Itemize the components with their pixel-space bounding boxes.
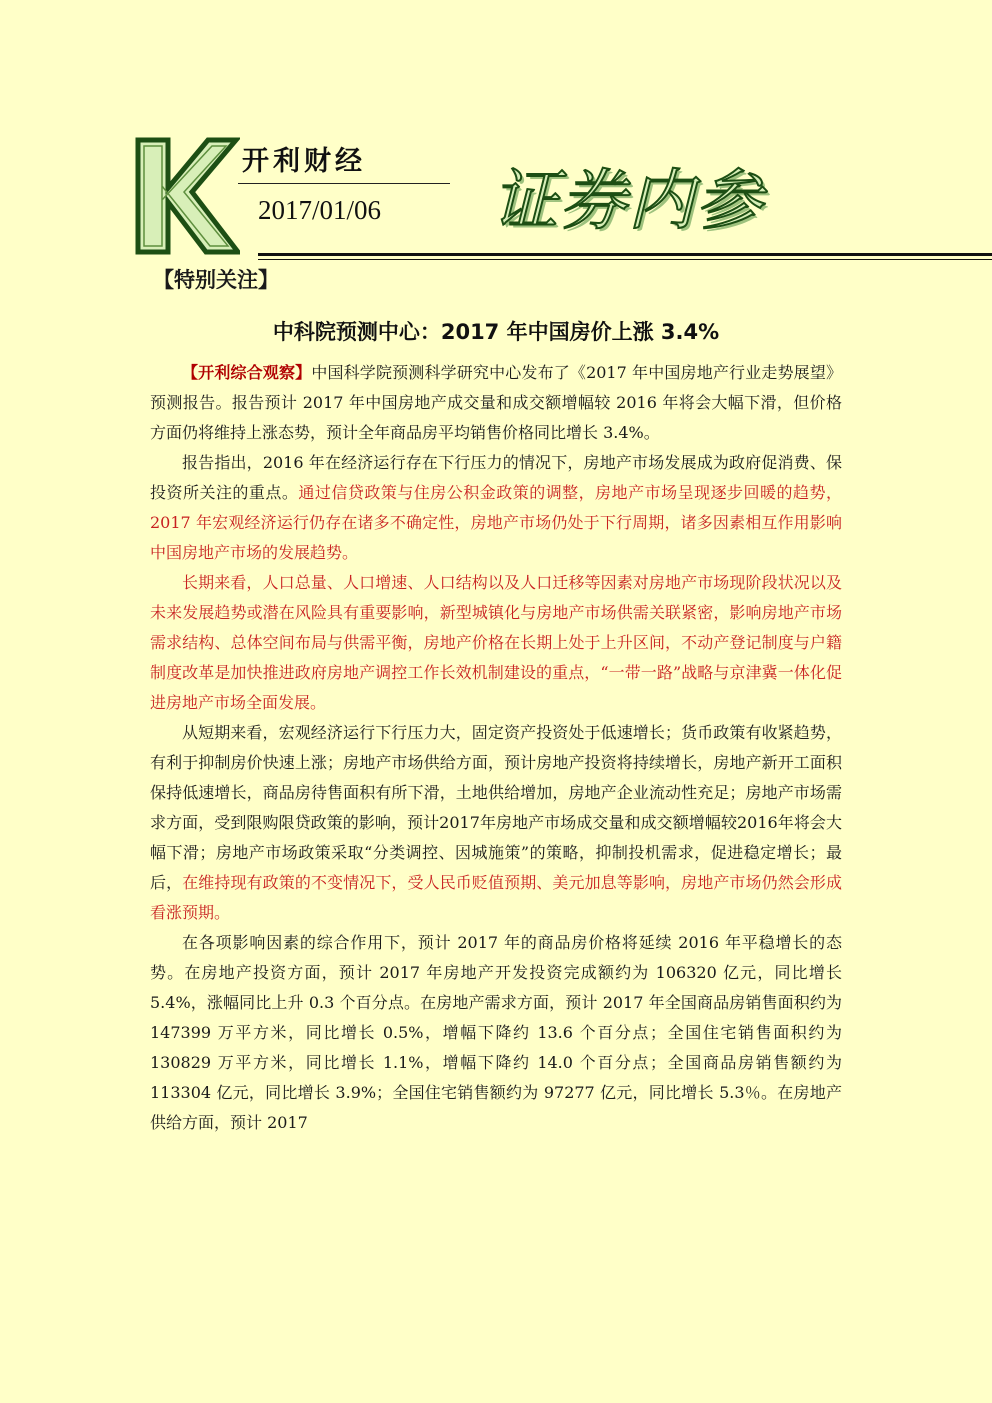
lead-label: 【开利综合观察】 (182, 363, 312, 382)
paragraph-1 (150, 358, 842, 448)
issue-date: 2017/01/06 (258, 195, 382, 225)
paragraph-text: 中国科学院预测科学研究中心发布了《2017 年中国房地产行业走势展望》预测报告。报告预计 2017 年中国房地产成交量和成交额增幅较 2016 年将会大幅下滑，但价格方面仍将维持上涨态势，预计全年商品房平均销售价格同比增长 3.4%。 (150, 363, 842, 442)
section-tag: 【特别关注】 (153, 268, 279, 292)
paragraph-highlight: 长期来看，人口总量、人口增速、人口结构以及人口迁移等因素对房地产市场现阶段状况以及未来发展趋势或潜在风险具有重要影响，新型城镇化与房地产市场供需关联紧密，影响房地产市场需求结构、总体空间布局与供需平衡，房地产价格在长期上处于上升区间，不动产登记制度与户籍制度改革是加快推进政府房地产调控工作长效机制建设的重点，“一带一路”战略与京津冀一体化促进房地产市场全面发展。 (150, 573, 842, 712)
article-body (150, 358, 842, 1138)
header-rule-thick (258, 253, 992, 256)
paragraph-3 (150, 568, 842, 718)
paragraph-4 (150, 718, 842, 928)
article-headline: 中科院预测中心：2017 年中国房价上涨 3.4% (272, 320, 720, 344)
publication-title: 证券内参 (492, 162, 764, 239)
paragraph-text: 从短期来看，宏观经济运行下行压力大，固定资产投资处于低速增长；货币政策有收紧趋势，有利于抑制房价快速上涨；房地产市场供给方面，预计房地产投资将持续增长，房地产新开工面积保持低速增长，商品房待售面积有所下滑，土地供给增加，房地产企业流动性充足；房地产市场需求方面，受到限购限贷政策的影响，预计2017年房地产市场成交量和成交额增幅较2016年将会大幅下滑；房地产市场政策采取“分类调控、因城施策”的策略，抑制投机需求，促进稳定增长；最后， (150, 723, 842, 892)
paragraph-text: 报告指出，2016 年在经济运行存在下行压力的情况下，房地产市场发展成为政府促消费、保投资所关注的重点。 (150, 453, 842, 502)
brand-name: 开利财经 (242, 146, 366, 177)
paragraph-5 (150, 928, 842, 1138)
k-logo-icon (130, 130, 240, 255)
paragraph-2 (150, 448, 842, 568)
brand-divider (238, 183, 450, 184)
masthead (130, 125, 870, 260)
header-rule-thin (258, 259, 992, 260)
paragraph-highlight: 在维持现有政策的不变情况下，受人民币贬值预期、美元加息等影响，房地产市场仍然会形成看涨预期。 (150, 873, 842, 922)
paragraph-highlight: 通过信贷政策与住房公积金政策的调整，房地产市场呈现逐步回暖的趋势，2017 年宏观经济运行仍存在诸多不确定性，房地产市场仍处于下行周期，诸多因素相互作用影响中国房地产市场的发展趋势。 (150, 483, 842, 562)
paragraph-text: 在各项影响因素的综合作用下，预计 2017 年的商品房价格将延续 2016 年平稳增长的态势。在房地产投资方面，预计 2017 年房地产开发投资完成额约为 106320 亿元，同比增长 5.4%，涨幅同比上升 0.3 个百分点。在房地产需求方面，预计 2017 年全国商品房销售面积约为 147399 万平方米，同比增长 0.5%，增幅下降约 13.6 个百分点；全国住宅销售面积约为 130829 万平方米，同比增长 1.1%，增幅下降约 14.0 个百分点；全国商品房销售额约为 113304 亿元，同比增长 3.9%；全国住宅销售额约为 97277 亿元，同比增长 5.3％。在房地产供给方面，预计 2017 (150, 933, 842, 1132)
